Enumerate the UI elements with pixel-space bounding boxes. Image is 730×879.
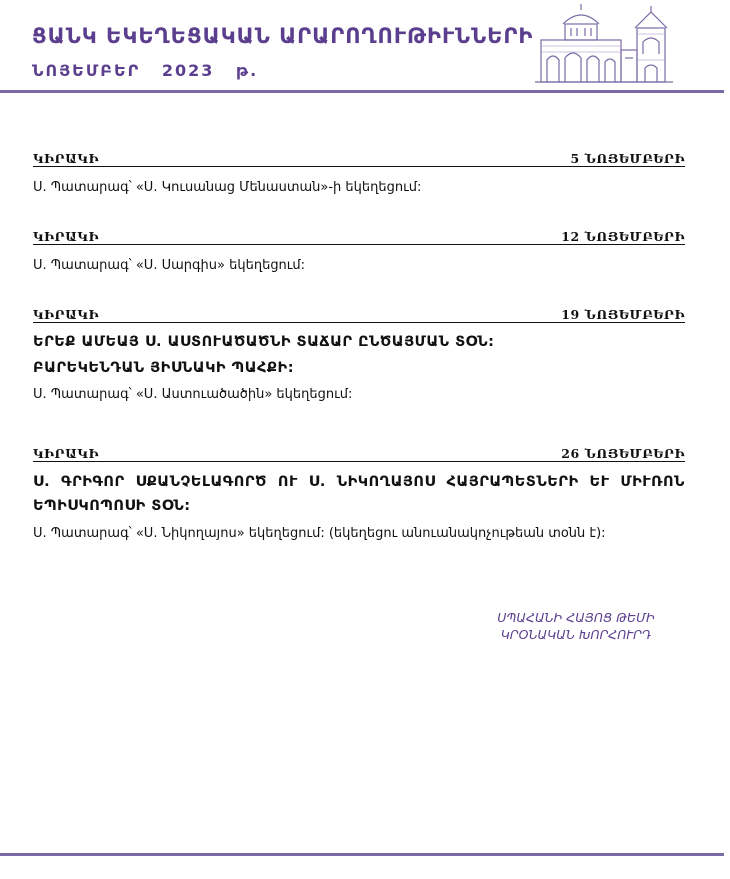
document-title: ՑԱՆԿ ԵԿԵՂԵՑԱԿԱՆ ԱՐԱՐՈՂՈՒԹԻՒՆՆԵՐԻ [32, 24, 534, 48]
month-label: ՆՈՅԵՄԲԵՐ [32, 61, 141, 80]
feast-word: ԵՒ [589, 474, 610, 490]
entry-date: 12 ՆՈՅԵՄԲԵՐԻ [561, 229, 685, 244]
feast-word: ԳՐԻԳՈՐ [61, 474, 125, 490]
entry-service: Ս. Պատարագ՝ «Ս. Նիկողայոս» եկեղեցում: (եկեղեցու անուանակոչութեան տօնն է): [33, 526, 606, 541]
signature-line: ՍՊԱՀԱՆԻ ՀԱՅՈՑ ԹԵՄԻ [497, 610, 655, 625]
feast-word: Ս. [308, 474, 326, 490]
feast-subtitle: ԵՊԻՍԿՈՊՈՍԻ ՏՕՆ: [33, 498, 191, 514]
feast-subtitle: ԲԱՐԵԿԵՆԴԱՆ ՅԻՍՆԱԿԻ ՊԱՀՔԻ: [33, 360, 294, 376]
schedule-entry [33, 227, 685, 273]
feast-title: ԵՐԵՔ ԱՄԵԱՅ Ս. ԱՍՏՈՒԱԾԱԾՆԻ ՏԱՃԱՐ ԸՆԾԱՅՄԱՆ ՏՕՆ: [33, 334, 495, 350]
entry-service: Ս. Պատարագ՝ «Ս. Կուսանաց Մենաստան»-ի եկեղեցում: [33, 180, 422, 195]
entry-service: Ս. Պատարագ՝ «Ս. Սարգիս» եկեղեցում: [33, 258, 306, 273]
entry-service: Ս. Պատարագ՝ «Ս. Աստուածածին» եկեղեցում: [33, 387, 353, 402]
entry-date: 26 ՆՈՅԵՄԲԵՐԻ [561, 446, 685, 461]
feast-word: ՀԱՅՐԱՊԵՏՆԵՐԻ [446, 474, 579, 490]
feast-word: Ս. [33, 474, 51, 490]
entry-day: ԿԻՐԱԿԻ [33, 307, 99, 322]
entry-day: ԿԻՐԱԿԻ [33, 229, 99, 244]
feast-word: ՈՒ [277, 474, 298, 490]
feast-word: ՆԻԿՈՂԱՅՈՍ [336, 474, 436, 490]
feast-title [33, 474, 685, 490]
church-icon [533, 4, 675, 84]
schedule-entry [33, 305, 685, 402]
entry-date: 5 ՆՈՅԵՄԲԵՐԻ [570, 151, 685, 166]
year-label: 2023 [161, 61, 215, 80]
year-suffix: թ. [235, 61, 259, 80]
entry-heading [33, 444, 685, 462]
schedule-entry [33, 149, 685, 195]
entry-heading [33, 305, 685, 323]
entry-day: ԿԻՐԱԿԻ [33, 151, 99, 166]
signature-line: ԿՐՕՆԱԿԱՆ ԽՈՐՀՈՒՐԴ [500, 627, 652, 642]
entry-heading [33, 149, 685, 167]
document-subtitle [32, 61, 272, 80]
feast-word: ՄԻՒՌՈՆ [620, 474, 685, 490]
entry-day: ԿԻՐԱԿԻ [33, 446, 99, 461]
header-divider [0, 90, 724, 93]
feast-word: ՍՔԱՆՉԵԼԱԳՈՐԾ [135, 474, 267, 490]
footer-divider [0, 853, 724, 856]
signature-block [466, 609, 686, 643]
entry-date: 19 ՆՈՅԵՄԲԵՐԻ [561, 307, 685, 322]
entry-heading [33, 227, 685, 245]
page-header [0, 0, 730, 96]
schedule-entry [33, 444, 685, 541]
